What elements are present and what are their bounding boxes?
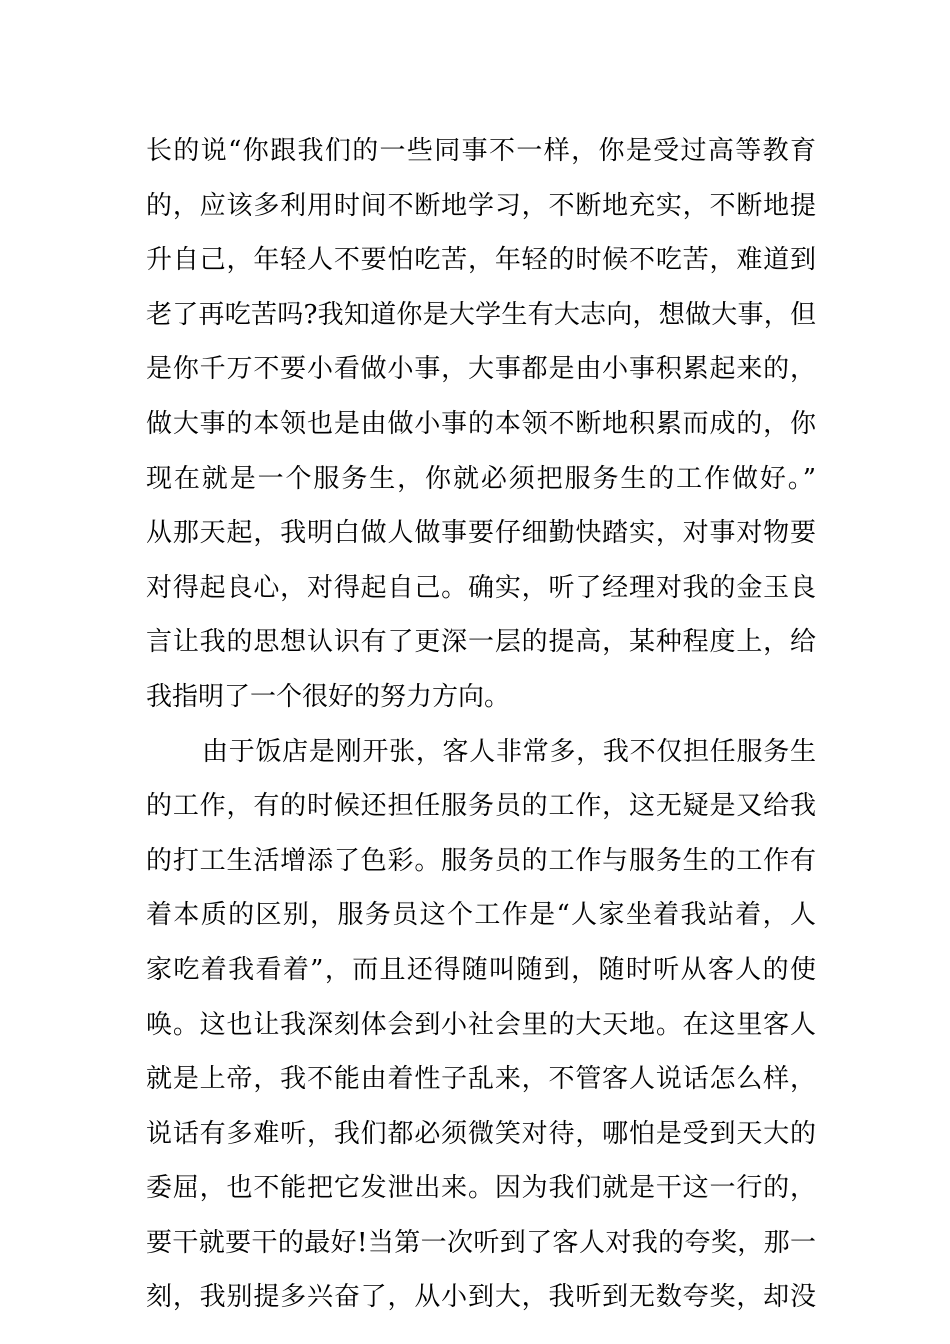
text-line: 做大事的本领也是由做小事的本领不断地积累而成的，你 bbox=[146, 408, 816, 439]
text-line: 我指明了一个很好的努力方向。 bbox=[146, 681, 511, 712]
text-line: 委屈，也不能把它发泄出来。因为我们就是干这一行的， bbox=[146, 1173, 816, 1204]
text-line: 言让我的思想认识有了更深一层的提高，某种程度上，给 bbox=[146, 627, 816, 658]
text-line: 的工作，有的时候还担任服务员的工作，这无疑是又给我 bbox=[146, 791, 816, 822]
text-line: 说话有多难听，我们都必须微笑对待，哪怕是受到天大的 bbox=[146, 1118, 816, 1149]
text-line: 老了再吃苦吗?我知道你是大学生有大志向，想做大事，但 bbox=[146, 299, 816, 330]
text-line: 升自己，年轻人不要怕吃苦，年轻的时候不吃苦，难道到 bbox=[146, 245, 816, 276]
text-line: 就是上帝，我不能由着性子乱来，不管客人说话怎么样， bbox=[146, 1064, 816, 1095]
text-line: 的打工生活增添了色彩。服务员的工作与服务生的工作有 bbox=[146, 845, 816, 876]
text-line: 要干就要干的最好!当第一次听到了客人对我的夸奖，那一 bbox=[146, 1227, 816, 1258]
text-line: 家吃着我看着”，而且还得随叫随到，随时听从客人的使 bbox=[146, 954, 816, 985]
text-line: 唤。这也让我深刻体会到小社会里的大天地。在这里客人 bbox=[146, 1009, 816, 1040]
text-line: 的，应该多利用时间不断地学习，不断地充实，不断地提 bbox=[146, 190, 816, 221]
text-line: 着本质的区别，服务员这个工作是“人家坐着我站着，人 bbox=[146, 900, 816, 931]
text-line: 从那天起，我明白做人做事要仔细勤快踏实，对事对物要 bbox=[146, 518, 816, 549]
text-line: 是你千万不要小看做小事，大事都是由小事积累起来的， bbox=[146, 354, 816, 385]
text-line: 刻，我别提多兴奋了，从小到大，我听到无数夸奖，却没 bbox=[146, 1282, 816, 1313]
body-text bbox=[146, 124, 816, 1325]
text-line: 由于饭店是刚开张，客人非常多，我不仅担任服务生 bbox=[202, 736, 816, 767]
text-line: 现在就是一个服务生，你就必须把服务生的工作做好。” bbox=[146, 463, 816, 494]
text-line: 对得起良心，对得起自己。确实，听了经理对我的金玉良 bbox=[146, 572, 816, 603]
text-line: 长的说“你跟我们的一些同事不一样，你是受过高等教育 bbox=[146, 136, 816, 166]
